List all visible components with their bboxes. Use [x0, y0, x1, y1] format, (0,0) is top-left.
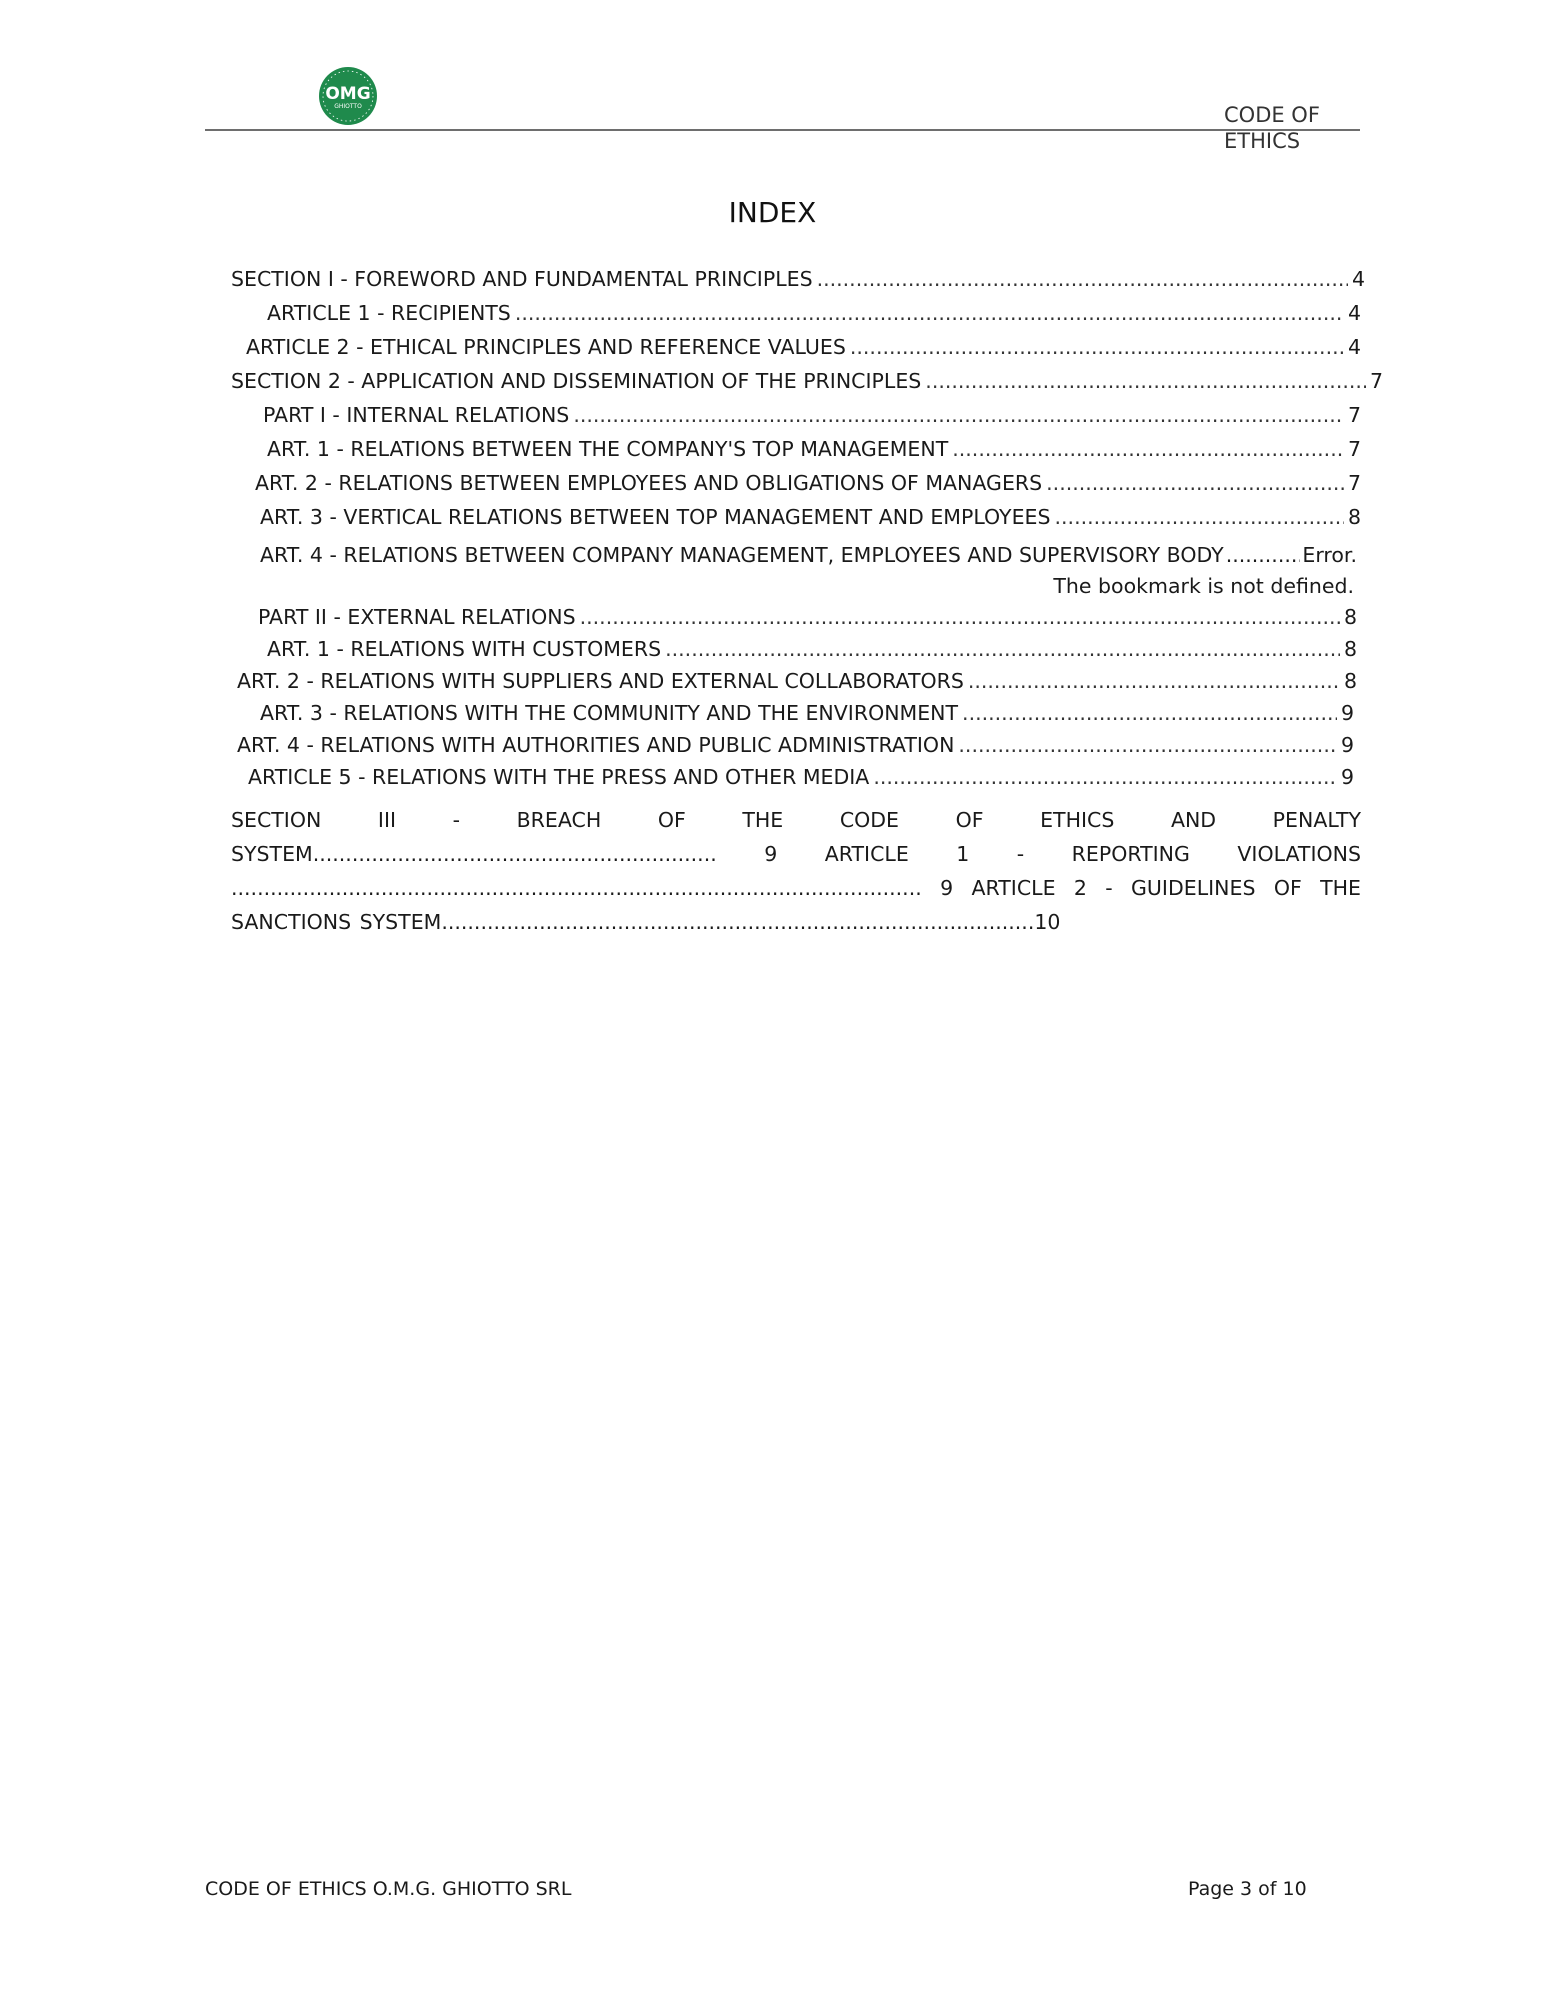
toc-entry[interactable]: [263, 400, 1361, 430]
header-title-line-1: CODE OF: [1224, 103, 1320, 127]
toc-leader-dots: ..........................................................................................................: [231, 876, 922, 900]
toc-leader-dots: [665, 634, 1340, 664]
toc-entry[interactable]: [255, 468, 1361, 498]
toc-entry[interactable]: [237, 730, 1354, 760]
toc-entry-label: ARTICLE 1 - RECIPIENTS: [267, 301, 511, 325]
toc-page-number: 8: [1343, 669, 1357, 693]
footer-page-number: Page 3 of 10: [1188, 1878, 1307, 1900]
toc-page-number: 7: [1369, 369, 1383, 393]
toc-entry-label: ART. 4 - RELATIONS BETWEEN COMPANY MANAGEMENT, EMPLOYEES AND SUPERVISORY BODY: [260, 543, 1224, 567]
toc-error-word: Error.: [1302, 543, 1357, 567]
toc-entry-label: ART. 1 - RELATIONS BETWEEN THE COMPANY'S TOP MANAGEMENT: [267, 437, 949, 461]
toc-entry-label: ART. 3 - RELATIONS WITH THE COMMUNITY AND THE ENVIRONMENT: [260, 701, 959, 725]
toc-leader-dots: ...........................................................................................: [441, 910, 1035, 934]
toc-entry-label: ART. 1 - RELATIONS WITH CUSTOMERS: [267, 637, 662, 661]
toc-entry-label: PART II - EXTERNAL RELATIONS: [258, 605, 576, 629]
toc-leader-dots: [580, 602, 1340, 632]
toc-entry-label: ARTICLE 5 - RELATIONS WITH THE PRESS AND OTHER MEDIA: [248, 765, 870, 789]
toc-entry[interactable]: [260, 502, 1361, 532]
toc-entry[interactable]: [231, 264, 1365, 294]
toc-leader-dots: ..............................................................: [312, 842, 717, 866]
toc-page-number: 10: [1034, 910, 1061, 934]
toc-page-number: 9: [1340, 701, 1354, 725]
toc-entry-label: ART. 2 - RELATIONS WITH SUPPLIERS AND EXTERNAL COLLABORATORS: [237, 669, 964, 693]
toc-section3-heading[interactable]: SECTION III - BREACH OF THE CODE OF ETHICS AND PENALTY SYSTEM: [231, 808, 1361, 866]
toc-page-number: 9: [764, 842, 778, 866]
toc-leader-dots: [573, 400, 1344, 430]
toc-page-number: 4: [1347, 301, 1361, 325]
toc-entry[interactable]: [267, 298, 1361, 328]
header-divider: [205, 129, 1360, 131]
toc-section3-paragraph: [231, 803, 1361, 939]
index-heading: INDEX: [728, 196, 817, 229]
logo-text: OMG: [325, 84, 371, 104]
toc-entry[interactable]: [267, 634, 1357, 664]
toc-leader-dots: [515, 298, 1344, 328]
toc-error-message: The bookmark is not defined.: [1053, 574, 1354, 598]
toc-page-number: 9: [940, 876, 954, 900]
toc-page-number: 7: [1347, 471, 1361, 495]
toc-page-number: 4: [1347, 335, 1361, 359]
toc-page-number: 8: [1343, 637, 1357, 661]
toc-leader-dots: [952, 434, 1344, 464]
toc-leader-dots: [968, 666, 1340, 696]
toc-entry[interactable]: [248, 762, 1354, 792]
toc-page-number: 8: [1347, 505, 1361, 529]
toc-leader-dots: [1046, 468, 1344, 498]
toc-article2-guidelines[interactable]: ARTICLE 2 - GUIDELINES OF THE SANCTIONS SYSTEM: [231, 876, 1361, 934]
footer-document-name: CODE OF ETHICS O.M.G. GHIOTTO SRL: [205, 1878, 572, 1900]
toc-entry-label: PART I - INTERNAL RELATIONS: [263, 403, 570, 427]
toc-entry[interactable]: [246, 332, 1361, 362]
toc-page-number: 4: [1351, 267, 1365, 291]
toc-leader-dots: [958, 730, 1337, 760]
toc-entry[interactable]: [237, 666, 1357, 696]
toc-entry[interactable]: [267, 434, 1361, 464]
toc-entry-broken-bookmark[interactable]: [260, 540, 1357, 602]
toc-entry-label: ART. 4 - RELATIONS WITH AUTHORITIES AND PUBLIC ADMINISTRATION: [237, 733, 955, 757]
toc-entry-label: SECTION I - FOREWORD AND FUNDAMENTAL PRINCIPLES: [231, 267, 813, 291]
company-logo: [318, 66, 378, 126]
toc-entry[interactable]: [231, 366, 1383, 396]
logo-subtext: GHIOTTO: [334, 103, 362, 110]
toc-page-number: 7: [1347, 403, 1361, 427]
toc-leader-dots: [925, 366, 1366, 396]
toc-page-number: 9: [1340, 733, 1354, 757]
header-title-line-2: ETHICS: [1224, 129, 1301, 153]
toc-entry[interactable]: [258, 602, 1357, 632]
toc-page-number: 7: [1347, 437, 1361, 461]
toc-leader-dots: [850, 332, 1344, 362]
toc-leader-dots: [873, 762, 1337, 792]
toc-entry-label: SECTION 2 - APPLICATION AND DISSEMINATION OF THE PRINCIPLES: [231, 369, 922, 393]
toc-entry-label: ART. 3 - VERTICAL RELATIONS BETWEEN TOP MANAGEMENT AND EMPLOYEES: [260, 505, 1051, 529]
toc-entry[interactable]: [260, 698, 1354, 728]
toc-entry-label: ART. 2 - RELATIONS BETWEEN EMPLOYEES AND OBLIGATIONS OF MANAGERS: [255, 471, 1043, 495]
toc-leader-dots: [1226, 540, 1301, 571]
toc-entry-label: ARTICLE 2 - ETHICAL PRINCIPLES AND REFERENCE VALUES: [246, 335, 846, 359]
toc-leader-dots: [962, 698, 1337, 728]
toc-page-number: 9: [1340, 765, 1354, 789]
toc-page-number: 8: [1343, 605, 1357, 629]
header-document-title: [1224, 102, 1334, 154]
toc-leader-dots: [817, 264, 1348, 294]
toc-leader-dots: [1055, 502, 1344, 532]
toc-article1-reporting[interactable]: ARTICLE 1 - REPORTING VIOLATIONS: [824, 842, 1361, 866]
